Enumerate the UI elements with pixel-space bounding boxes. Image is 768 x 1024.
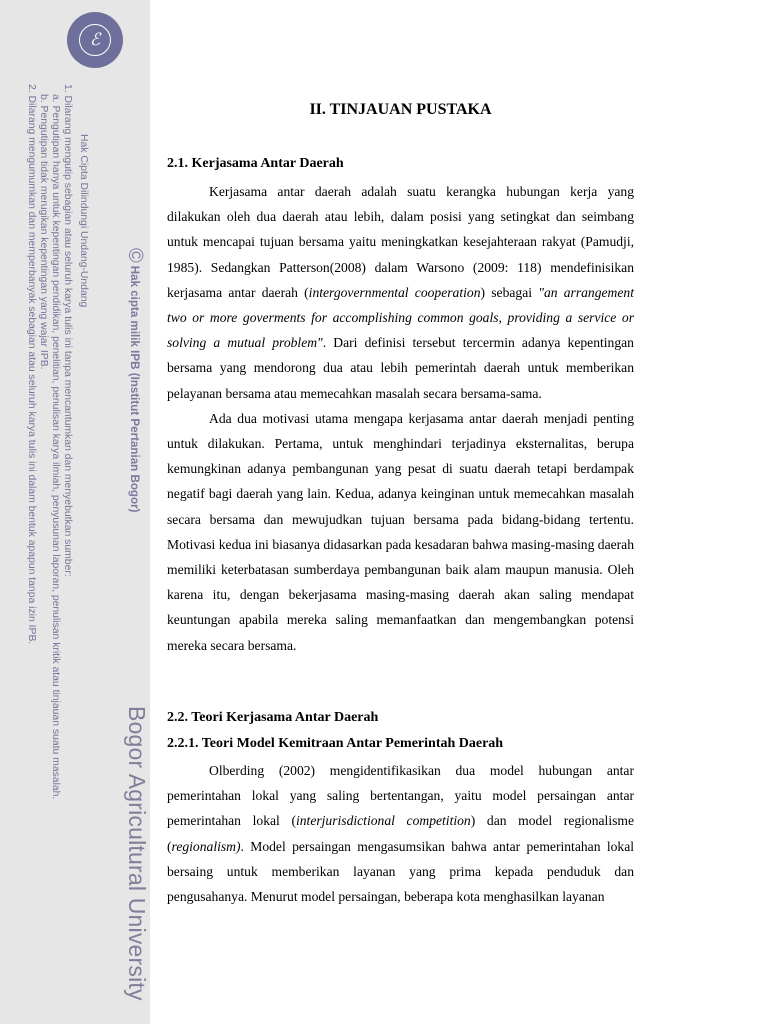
law-item-1: 1. Dilarang mengutip sebagian atau seluruh karya tulis ini tanpa mencantumkan dan menyebutkan sumber: [62,84,73,577]
section-heading-2-2: 2.2. Teori Kerjasama Antar Daerah [167,710,379,725]
law-item-1a: a. Pengutipan hanya untuk kepentingan pendidikan, penelitian, penulisan karya ilmiah, penyusunan laporan, penulisan kritik atau tinjauan suatu masalah. [50,94,61,800]
section-2-2-1-body [167,758,634,909]
ipb-logo [67,12,123,68]
copyright-sidebar [0,0,150,1024]
copyright-owner-text: Hak cipta milik IPB (Institut Pertanian Bogor) [128,265,141,513]
copyright-owner [123,248,146,512]
law-item-2: 2. Dilarang mengumumkan dan memperbanyak sebagian atau seluruh karya tulis ini dalam bentuk apapun tanpa izin IPB. [26,84,37,645]
page-title: II. TINJAUAN PUSTAKA [309,101,492,118]
section-2-1-body [167,179,634,658]
law-item-1b: b. Pengutipan tidak merugikan kepentingan yang wajar IPB. [38,94,49,370]
section-heading-2-1: 2.1. Kerjasama Antar Daerah [167,156,344,171]
paragraph: Ada dua motivasi utama mengapa kerjasama antar daerah menjadi penting untuk dilakukan. Pertama, untuk menghindari terjadinya eksternalitas, berupa kemungkinan adanya pembangunan yang pesat di suatu daerah tetapi berdampak negatif bagi daerah yang lain. Kedua, adanya keinginan untuk memecahkan masalah secara bersama dan mewujudkan tujuan bersama pada bidang-bidang tertentu. Motivasi kedua ini biasanya didasarkan pada kesadaran bahwa masing-masing daerah memiliki keterbatasan sumberdaya pembangunan baik alam maupun manusia. Oleh karena itu, dengan bekerjasama masing-masing daerah akan saling mendapat keuntungan apabila mereka saling memanfaatkan dan mengembangkan potensi mereka secara bersama. [167,410,634,653]
paragraph: Kerjasama antar daerah adalah suatu kerangka hubungan kerja yang dilakukan oleh dua daerah atau lebih, dalam posisi yang setingkat dan seimbang untuk mencapai tujuan bersama yaitu meningkatkan kesejahteraan rakyat (Pamudji, 1985). Sedangkan Patterson(2008) dalam Warsono (2009: 118) mendefinisikan kerjasama antar daerah (intergovernmental cooperation) sebagai "an arrangement two or more goverments for accomplishing common goals, providing a service or solving a mutual problem". Dari definisi tersebut tercermin adanya kepentingan bersama yang mendorong dua atau lebih pemerintah daerah untuk memberikan pelayanan bersama atau memecahkan masalah secara bersama-sama. [167,184,634,401]
logo-emblem-icon: ℰ [89,30,101,50]
university-name: Bogor Agricultural University [124,706,150,1001]
copyright-icon: © [124,248,146,263]
paragraph: Olberding (2002) mengidentifikasikan dua model hubungan antar pemerintahan lokal yang saling bertentangan, yaitu model persaingan antar pemerintahan lokal (interjurisdictional competition) dan model regionalisme (regionalism). Model persaingan mengasumsikan bahwa antar pemerintahan lokal bersaing untuk memberikan layanan yang prima kepada penduduk dan pengusahanya. Menurut model persaingan, beberapa kota menghasilkan layanan [167,763,635,905]
subsection-heading-2-2-1: 2.2.1. Teori Model Kemitraan Antar Pemerintah Daerah [167,736,504,751]
law-title: Hak Cipta Dilindungi Undang-Undang [78,134,89,308]
